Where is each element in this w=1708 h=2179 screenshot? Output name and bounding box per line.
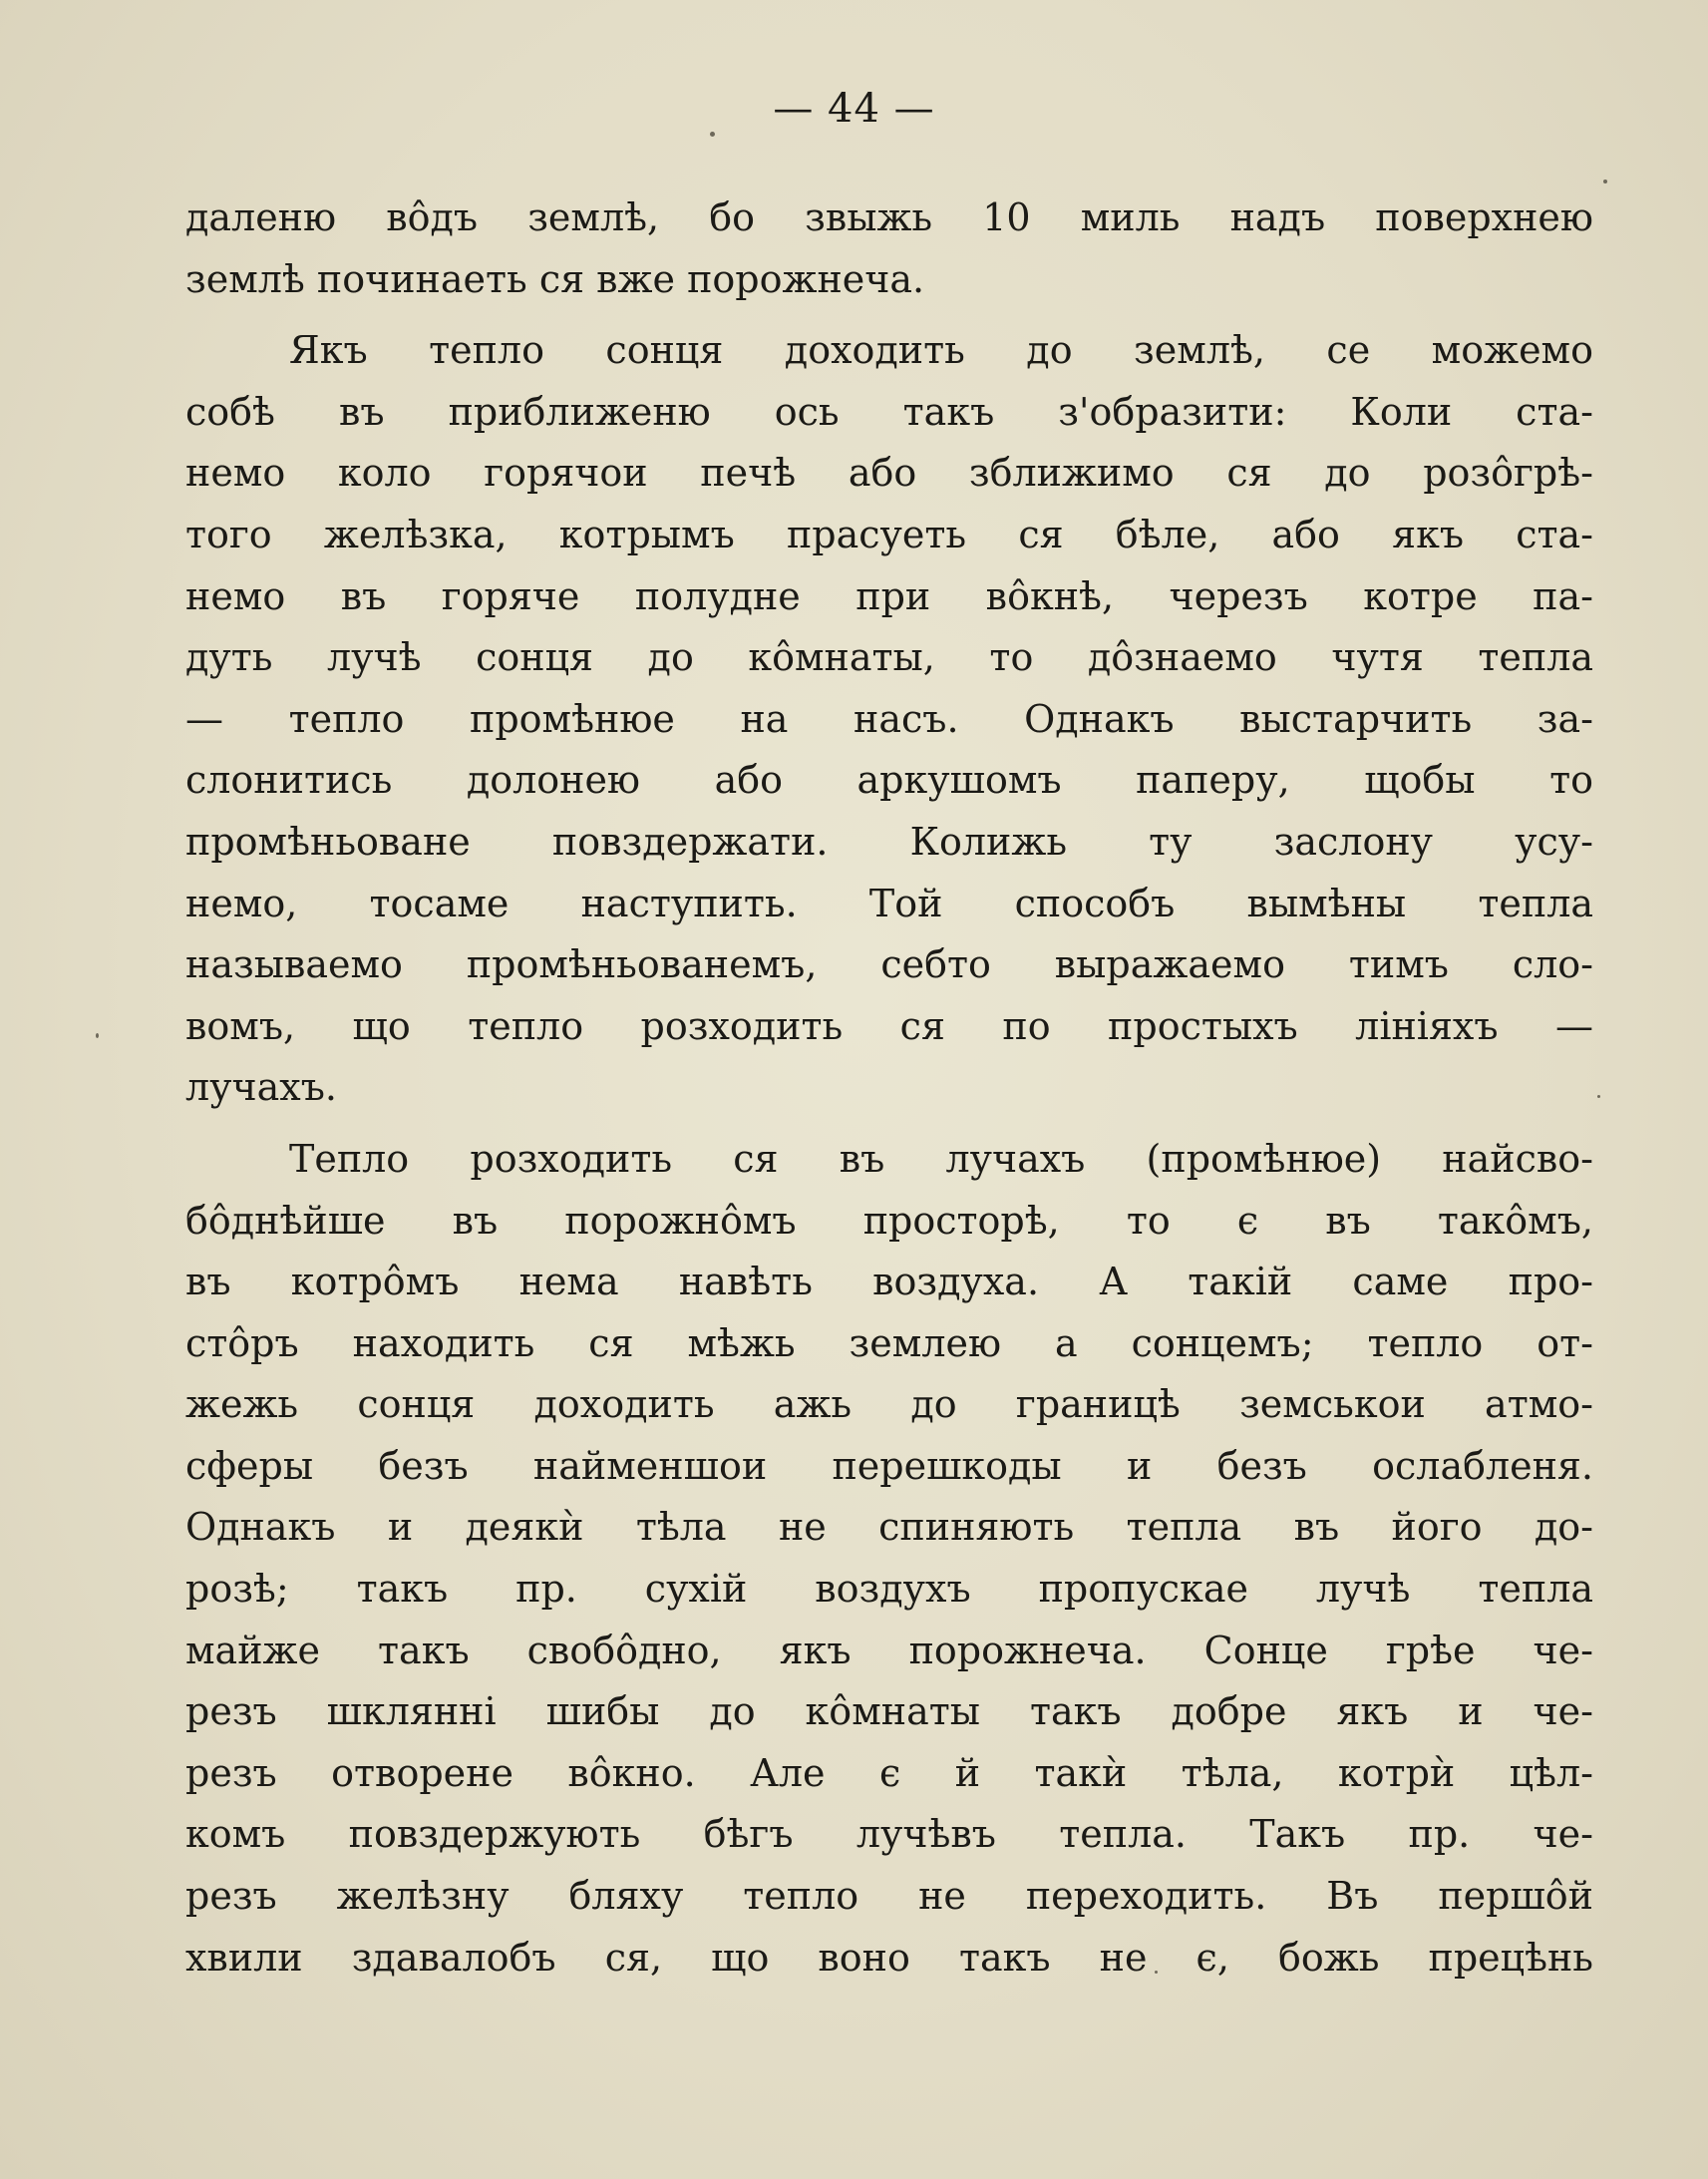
text-line: слонитись долонею або аркушомъ паперу, щобы то bbox=[185, 758, 1593, 803]
text-line: дуть лучѣ сонця до кôмнаты, то дôзнаемо чутя тепла bbox=[185, 635, 1593, 680]
paper-speck bbox=[1597, 1095, 1600, 1098]
text-line: Якъ тепло сонця доходить до землѣ, се можемо bbox=[289, 328, 1593, 373]
text-line: стôръ находить ся мѣжь землею а сонцемъ; тепло от- bbox=[185, 1320, 1593, 1365]
paper-speck bbox=[96, 1033, 99, 1038]
text-line: розѣ; такъ пр. сухій воздухъ пропускае лучѣ тепла bbox=[185, 1567, 1593, 1612]
text-line: лучахъ. bbox=[185, 1065, 337, 1110]
text-line: майже такъ свобôдно, якъ порожнеча. Сонце грѣе че- bbox=[185, 1628, 1593, 1672]
paragraph bbox=[185, 320, 1593, 1119]
text-line: собѣ въ приближеню ось такъ з'образити: Коли ста- bbox=[185, 389, 1593, 434]
text-line: резъ отворене вôкно. Але є й такѝ тѣла, котрѝ цѣл- bbox=[185, 1750, 1593, 1795]
paragraph bbox=[185, 1129, 1593, 1989]
text-line: резъ желѣзну бляху тепло не переходить. Въ першôй bbox=[185, 1874, 1593, 1919]
text-line: бôднѣйше въ порожнôмъ просторѣ, то є въ такôмъ, bbox=[185, 1198, 1593, 1243]
paragraph bbox=[185, 187, 1593, 310]
body-text bbox=[185, 187, 1593, 1989]
page-number: — 44 — bbox=[773, 86, 935, 132]
text-line: хвили здавалобъ ся, що воно такъ не є, божь прецѣнь bbox=[185, 1935, 1593, 1980]
text-line: промѣньоване повздержати. Колижь ту заслону усу- bbox=[185, 819, 1593, 864]
text-line: землѣ починаеть ся вже порожнеча. bbox=[185, 256, 925, 301]
text-line: резъ шклянні шибы до кôмнаты такъ добре якъ и че- bbox=[185, 1689, 1593, 1734]
text-line: Тепло розходить ся въ лучахъ (промѣнюе) найсво- bbox=[289, 1136, 1593, 1181]
text-line: даленю вôдъ землѣ, бо звыжь 10 миль надъ поверхнею bbox=[185, 195, 1593, 239]
text-line: — тепло промѣнюе на насъ. Однакъ выстарчить за- bbox=[185, 696, 1593, 741]
text-line: сферы безъ найменшои перешкоды и безъ ослабленя. bbox=[185, 1443, 1593, 1488]
paper-speck bbox=[1603, 180, 1607, 183]
text-line: немо, тосаме наступить. Той способъ вымѣны тепла bbox=[185, 881, 1593, 925]
text-line: комъ повздержують бѣгъ лучѣвъ тепла. Такъ пр. че- bbox=[185, 1812, 1593, 1857]
text-line: немо коло горячои печѣ або зближимо ся до розôгрѣ- bbox=[185, 451, 1593, 496]
paragraph-gap bbox=[185, 310, 1593, 320]
text-line: того желѣзка, котрымъ прасуеть ся бѣле, або якъ ста- bbox=[185, 512, 1593, 556]
text-line: въ котрôмъ нема навѣть воздуха. А такій саме про- bbox=[185, 1260, 1593, 1304]
text-line: жежь сонця доходить ажь до границѣ земськои атмо- bbox=[185, 1382, 1593, 1427]
paragraph-gap bbox=[185, 1119, 1593, 1129]
text-line: называемо промѣньованемъ, себто выражаемо тимъ сло- bbox=[185, 942, 1593, 987]
text-line: Однакъ и деякѝ тѣла не спиняють тепла въ його до- bbox=[185, 1505, 1593, 1550]
paper-speck bbox=[710, 132, 715, 137]
text-line: немо въ горяче полудне при вôкнѣ, черезъ котре па- bbox=[185, 573, 1593, 618]
text-line: вомъ, що тепло розходить ся по простыхъ лініяхъ — bbox=[185, 1003, 1593, 1048]
